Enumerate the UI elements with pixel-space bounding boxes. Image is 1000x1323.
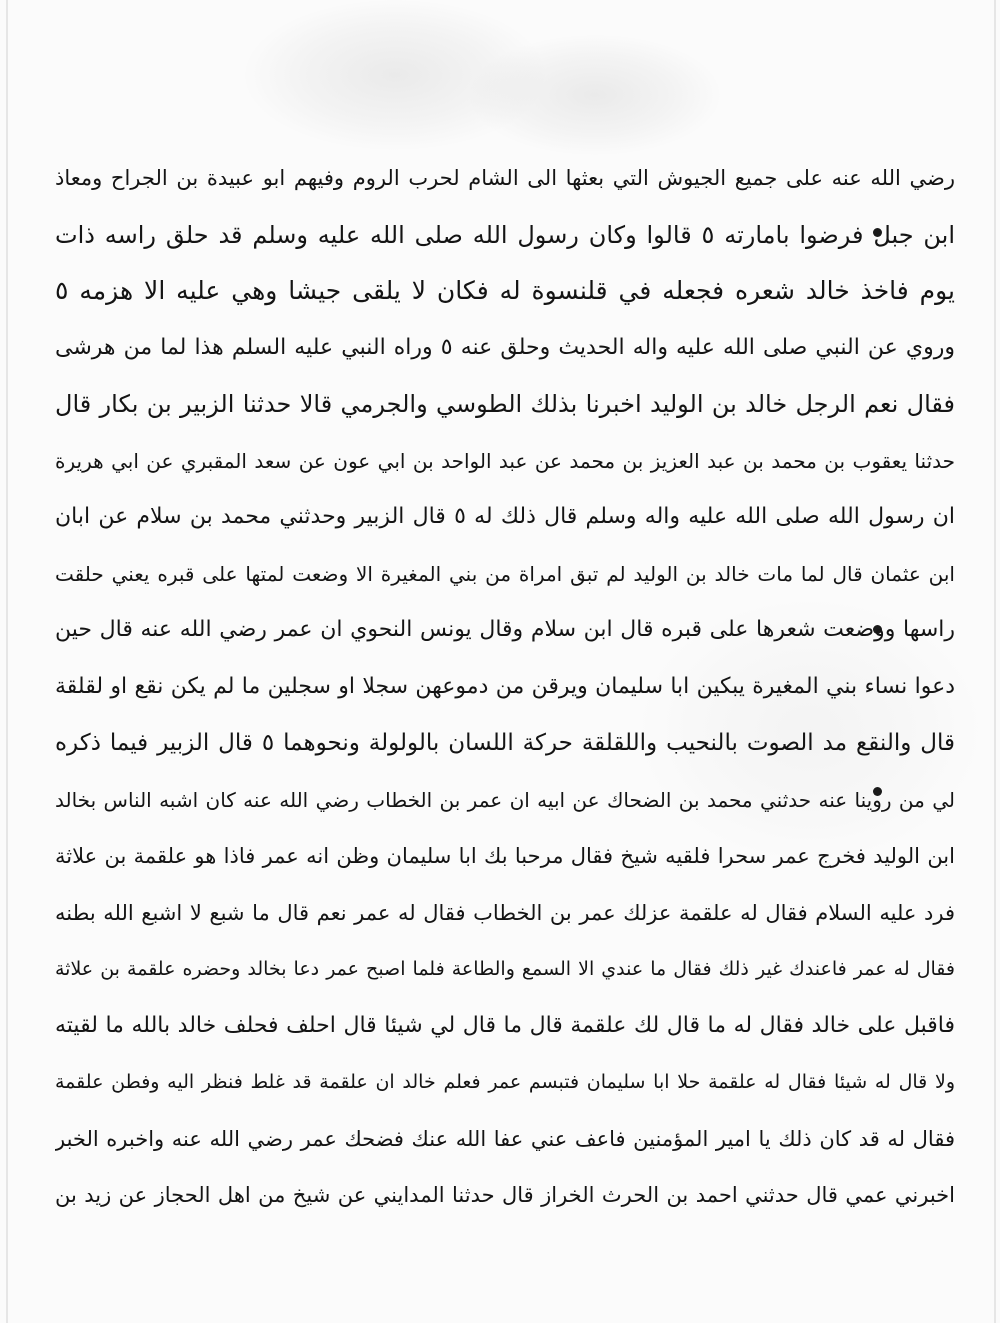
manuscript-line: ان رسول الله صلى الله عليه واله وسلم قال ذلك له ٥ قال الزبير وحدثني محمد بن سلام عن ابان <box>55 504 955 529</box>
manuscript-line: فرد عليه السلام فقال له علقمة عزلك عمر بن الخطاب فقال له عمر نعم قال ما شبع لا اشبع الله بطنه <box>55 900 955 925</box>
manuscript-line: لي من روينا عنه حدثني محمد بن الضحاك عن ابيه ان عمر بن الخطاب رضي الله عنه كان اشبه الناس بخالد <box>55 787 955 812</box>
manuscript-line: اخبرني عمي قال حدثني احمد بن الحرث الخراز قال حدثنا المدايني عن شيخ من اهل الحجاز عن زيد بن <box>55 1183 955 1207</box>
manuscript-line: يوم فاخذ خالد شعره فجعله في قلنسوة له فكان لا يلقى جيشا وهي عليه الا هزمه ٥ <box>55 276 955 305</box>
manuscript-line: فقال له عمر فاعندك غير ذلك فقال ما عندي الا السمع والطاعة فلما اصبح عمر دعا بخالد وحضره علقمة بن علاثة <box>55 958 955 980</box>
manuscript-line: وروي عن النبي صلى الله عليه واله الحديث وحلق عنه ٥ وراه النبي عليه السلم هذا لما من هرشى <box>55 334 955 360</box>
manuscript-line: حدثنا يعقوب بن محمد بن عبد العزيز بن محمد عن عبد الواحد بن ابي عون عن سعد المقبري عن ابي هريرة <box>55 448 955 473</box>
manuscript-line: راسها ووضعت شعرها على قبره قال ابن سلام وقال يونس النحوي ان عمر رضي الله عنه قال حين <box>55 617 955 642</box>
scan-edge-right <box>994 0 996 1323</box>
manuscript-line: فاقبل على خالد فقال له ما قال لك علقمة قال ما قال لي شيئا قال احلف فحلف خالد بالله ما لقيته <box>55 1012 955 1038</box>
manuscript-line: دعوا نساء بني المغيرة يبكين ابا سليمان ويرقن من دموعهن سجلا او سجلين ما لم يكن نقع او لقلقة <box>55 673 955 699</box>
scan-edge-left <box>6 0 8 1323</box>
manuscript-line: ولا قال له شيئا فقال له علقمة حلا ابا سليمان فتبسم عمر فعلم خالد ان علقمة قد غلط فنظر اليه وفطن علقمة <box>55 1071 955 1093</box>
manuscript-line: فقال نعم الرجل خالد بن الوليد اخبرنا بذلك الطوسي والجرمي قالا حدثنا الزبير بن بكار قال <box>55 390 955 418</box>
manuscript-line: ابن الوليد فخرج عمر سحرا فلقيه شيخ فقال مرحبا بك ابا سليمان وظن انه عمر فاذا هو علقمة بن علاثة <box>55 844 955 868</box>
manuscript-line: رضي الله عنه على جميع الجيوش التي بعثها الى الشام لحرب الروم وفيهم ابو عبيدة بن الجراح ومعاذ <box>55 166 955 190</box>
manuscript-line: ابن عثمان قال لما مات خالد بن الوليد لم تبق امراة من بني المغيرة الا وضعت لمتها على قبره يعني حلقت <box>55 561 955 586</box>
water-stain <box>470 35 720 155</box>
manuscript-text-block <box>55 150 955 1224</box>
manuscript-line: ابن جبل فرضوا بامارته ٥ قالوا وكان رسول الله صلى الله عليه وسلم قد حلق راسه ذات <box>55 220 955 249</box>
manuscript-line: فقال له قد كان ذلك يا امير المؤمنين فاعف عني عفا الله عنك فضحك عمر رضي الله عنه واخبره الخبر <box>55 1126 955 1151</box>
manuscript-line: قال والنقع مد الصوت بالنحيب واللقلقة حركة اللسان بالولولة ونحوهما ٥ قال الزبير فيما ذكره <box>55 730 955 756</box>
